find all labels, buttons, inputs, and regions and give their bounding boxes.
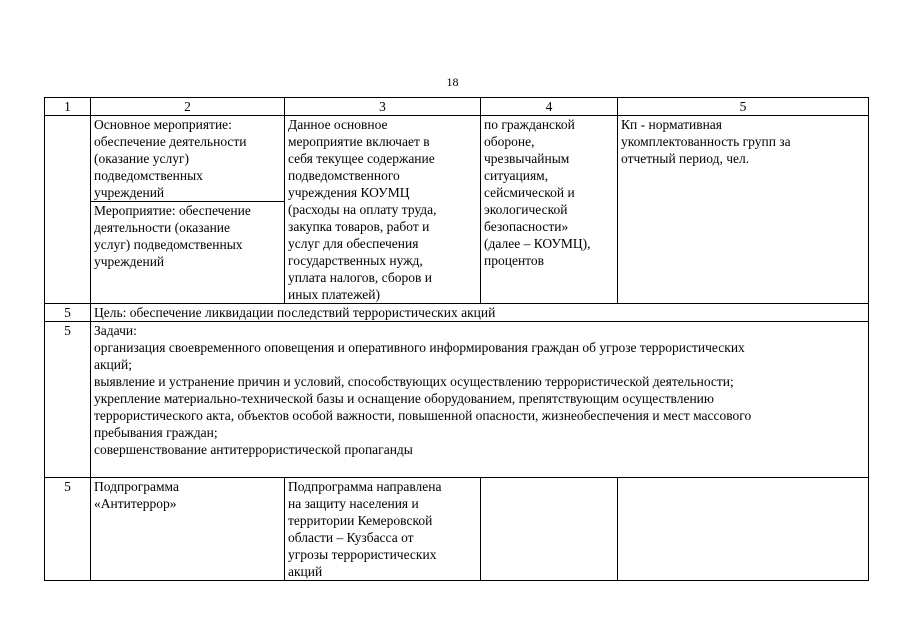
subprogram-formula xyxy=(618,478,869,581)
goal-text: Цель: обеспечение ликвидации последствий террористических акций xyxy=(91,304,869,322)
header-col-3: 3 xyxy=(285,98,481,116)
main-activity-description: Данное основное мероприятие включает в себя текущее содержание подведомственного учреждения КОУМЦ (расходы на оплату труда, закупка товаров, работ и услуг для обеспечения государственных нужд, уплата налогов, сборов и иных платежей) xyxy=(285,116,481,304)
tasks-row xyxy=(45,322,869,478)
header-col-1: 1 xyxy=(45,98,91,116)
header-col-4: 4 xyxy=(481,98,618,116)
header-col-2: 2 xyxy=(91,98,285,116)
program-table xyxy=(44,97,869,581)
main-activity-formula: Кп - нормативная укомплектованность групп за отчетный период, чел. xyxy=(618,116,869,304)
activity-title: Мероприятие: обеспечение деятельности (оказание услуг) подведомственных учреждений xyxy=(91,202,285,304)
tasks-num: 5 xyxy=(45,322,91,478)
goal-num: 5 xyxy=(45,304,91,322)
subprogram-num: 5 xyxy=(45,478,91,581)
main-activity-row xyxy=(45,116,869,202)
tasks-text: Задачи: организация своевременного оповещения и оперативного информирования граждан об угрозе террористических акций; выявление и устранение причин и условий, способствующих осуществлению террористической деятельности; укрепление материально-технической базы и оснащение оборудованием, препятствующим осуществлению террористического акта, объектов особой важности, повышенной опасности, жизнеобеспечения и мест массового пребывания граждан; совершенствование антитеррористической пропаганды xyxy=(91,322,869,478)
main-activity-indicator: по гражданской обороне, чрезвычайным ситуациям, сейсмической и экологической безопасности» (далее – КОУМЦ), процентов xyxy=(481,116,618,304)
page-number: 18 xyxy=(446,75,459,89)
goal-row xyxy=(45,304,869,322)
subprogram-title: Подпрограмма «Антитеррор» xyxy=(91,478,285,581)
header-col-5: 5 xyxy=(618,98,869,116)
subprogram-description: Подпрограмма направлена на защиту населения и территории Кемеровской области – Кузбасса от угрозы террористических акций xyxy=(285,478,481,581)
subprogram-indicator xyxy=(481,478,618,581)
main-activity-num-cell xyxy=(45,116,91,304)
header-row xyxy=(45,98,869,116)
subprogram-row xyxy=(45,478,869,581)
main-activity-title: Основное мероприятие: обеспечение деятельности (оказание услуг) подведомственных учреждений xyxy=(91,116,285,202)
